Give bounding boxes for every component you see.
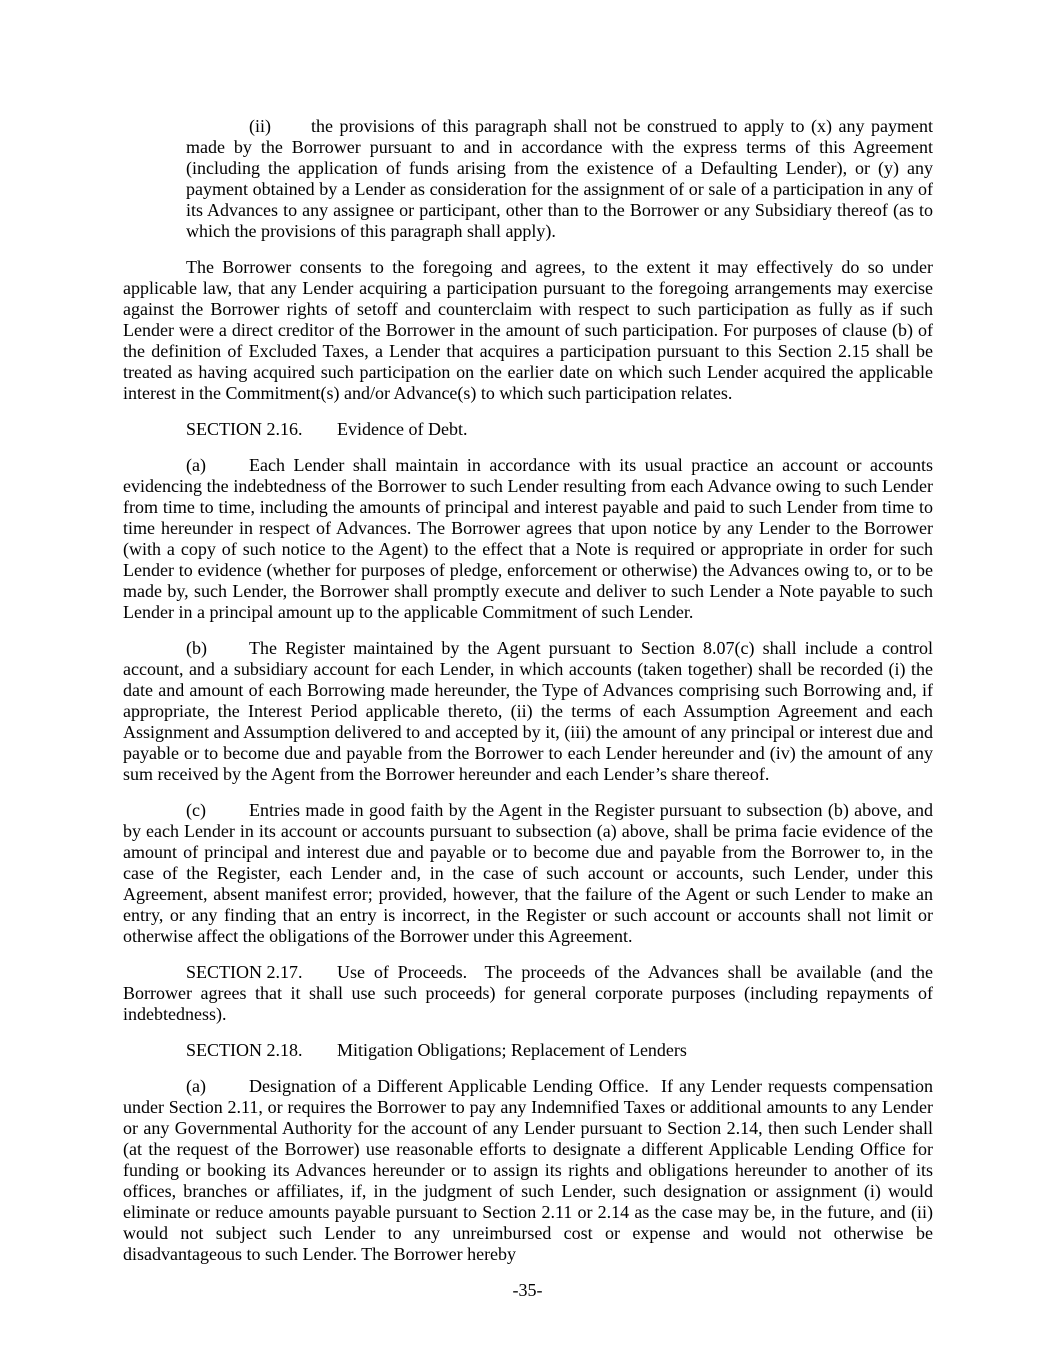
para-2-16-a [123, 455, 933, 623]
section-2-17-label: SECTION 2.17. [186, 962, 303, 982]
para-2-16-a-label: (a) [186, 455, 206, 475]
clause-ii [186, 116, 933, 242]
section-2-16-heading-label: SECTION 2.16. [186, 419, 303, 439]
document-body [123, 116, 933, 1280]
para-2-16-c-text: Entries made in good faith by the Agent in the Register pursuant to subsection (b) above, and by each Lender in its account or accounts pursuant to subsection (a) above, shall be prima facie evidence of the amount of principal and interest due and payable or to become due and payable from the Borrower to, in the case of the Register, each Lender and, in the case of such account or accounts, such Lender, under this Agreement, absent manifest error; provided, however, that the failure of the Agent or such Lender to make an entry, or any finding that an entry is incorrect, in the Register or such account or accounts shall not limit or otherwise affect the obligations of the Borrower under this Agreement. [123, 800, 933, 946]
section-2-17-title: Use of Proceeds. [337, 962, 468, 982]
para-2-16-b-label: (b) [186, 638, 207, 658]
para-2-18-a-text: If any Lender requests compensation under Section 2.11, or requires the Borrower to pay any Indemnified Taxes or additional amounts to any Lender or any Governmental Authority for the account of any Lender pursuant to Section 2.14, then such Lender shall (at the request of the Borrower) use reasonable efforts to designate a different Applicable Lending Office for funding or booking its Advances hereunder or to assign its rights and obligations hereunder to another of its offices, branches or affiliates, if, in the judgment of such Lender, such designation or assignment (i) would eliminate or reduce amounts payable pursuant to Section 2.11 or 2.14 as the case may be, in the future, and (ii) would not subject such Lender to any unreimbursed cost or expense and would not otherwise be disadvantageous to such Lender. The Borrower hereby [123, 1076, 933, 1264]
para-2-18-a-label: (a) [186, 1076, 206, 1096]
section-2-18-heading-title: Mitigation Obligations; Replacement of Lenders [337, 1040, 687, 1060]
para-2-16-a-text: Each Lender shall maintain in accordance with its usual practice an account or accounts evidencing the indebtedness of the Borrower to such Lender resulting from each Advance owing to such Lender from time to time, including the amounts of principal and interest payable and paid to such Lender from time to time hereunder in respect of Advances. The Borrower agrees that upon notice by any Lender to the Borrower (with a copy of such notice to the Agent) to the effect that a Note is required or appropriate in order for such Lender to evidence (whether for purposes of pledge, enforcement or otherwise) the Advances owing to, or to be made by, such Lender, the Borrower shall promptly execute and deliver to such Lender a Note payable to such Lender in a principal amount up to the applicable Commitment of such Lender. [123, 455, 933, 622]
para-2-18-a [123, 1076, 933, 1265]
section-2-18-heading [123, 1040, 933, 1061]
para-2-18-a-title: Designation of a Different Applicable Lending Office. [249, 1076, 649, 1096]
page-number: -35- [512, 1280, 543, 1300]
para-2-16-b [123, 638, 933, 785]
section-2-17 [123, 962, 933, 1025]
section-2-16-heading-title: Evidence of Debt. [337, 419, 468, 439]
para-borrower-consents-text: The Borrower consents to the foregoing and agrees, to the extent it may effectively do so under applicable law, that any Lender acquiring a participation pursuant to the foregoing arrangements may exercise against the Borrower rights of setoff and counterclaim with respect to such participation as fully as if such Lender were a direct creditor of the Borrower in the amount of such participation. For purposes of clause (b) of the definition of Excluded Taxes, a Lender that acquires a participation pursuant to this Section 2.15 shall be treated as having acquired such participation on the earlier date on which such Lender acquired the applicable interest in the Commitment(s) and/or Advance(s) to which such participation relates. [123, 257, 933, 403]
section-2-16-heading [123, 419, 933, 440]
para-2-16-c-label: (c) [186, 800, 206, 820]
clause-ii-text: the provisions of this paragraph shall not be construed to apply to (x) any payment made by the Borrower pursuant to and in accordance with the express terms of this Agreement (including the application of funds arising from the existence of a Defaulting Lender), or (y) any payment obtained by a Lender as consideration for the assignment of or sale of a participation in any of its Advances to any assignee or participant, other than to the Borrower or any Subsidiary thereof (as to which the provisions of this paragraph shall apply). [186, 116, 933, 241]
para-borrower-consents [123, 257, 933, 404]
clause-ii-label: (ii) [249, 116, 271, 136]
section-2-17-text: The proceeds of the Advances shall be available (and the Borrower agrees that it shall use such proceeds) for general corporate purposes (including repayments of indebtedness). [123, 962, 933, 1024]
section-2-18-heading-label: SECTION 2.18. [186, 1040, 303, 1060]
para-2-16-c [123, 800, 933, 947]
para-2-16-b-text: The Register maintained by the Agent pursuant to Section 8.07(c) shall include a control account, and a subsidiary account for each Lender, in which accounts (taken together) shall be recorded (i) the date and amount of each Borrowing made hereunder, the Type of Advances comprising such Borrowing and, if appropriate, the Interest Period applicable thereto, (ii) the terms of each Assumption Agreement and each Assignment and Assumption delivered to and accepted by it, (iii) the amount of any principal or interest due and payable or to become due and payable from the Borrower to each Lender hereunder and (iv) the amount of any sum received by the Agent from the Borrower hereunder and each Lender’s share thereof. [123, 638, 933, 784]
